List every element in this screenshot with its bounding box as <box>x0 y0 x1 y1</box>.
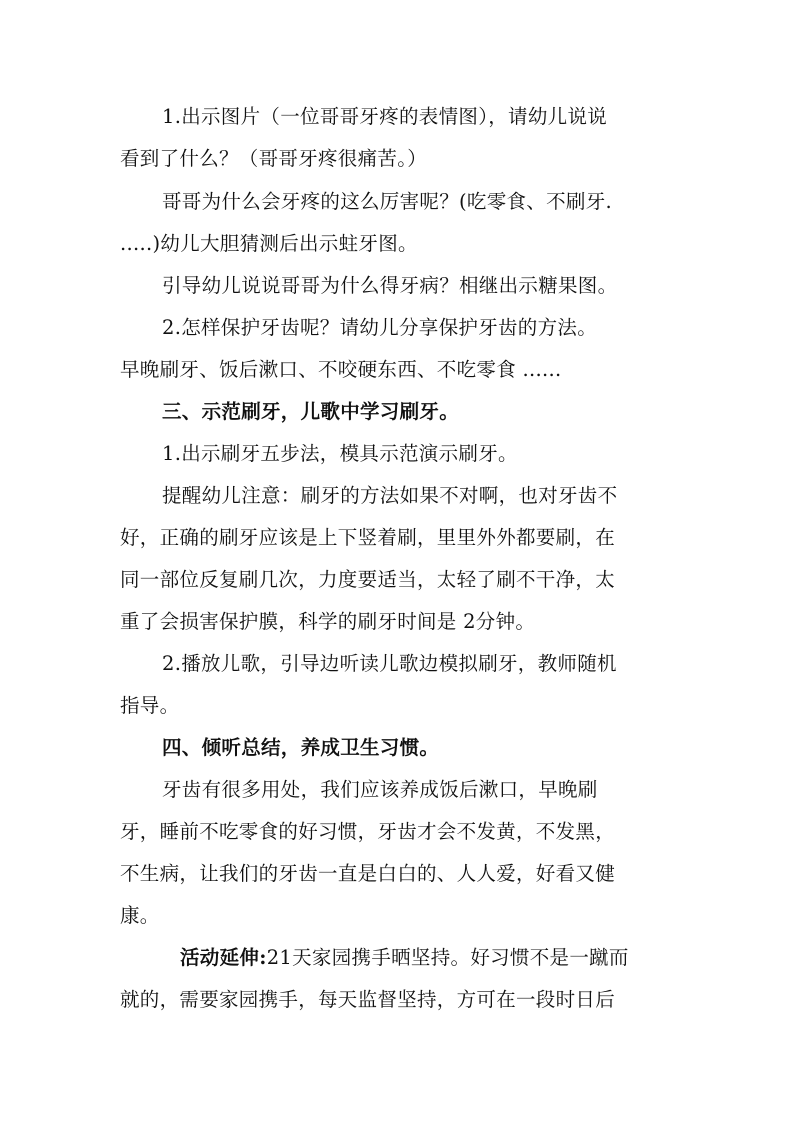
extension-text: 21天家园携手晒坚持。好习惯不是一蹴而 <box>266 946 629 969</box>
text-line-13: 重了会损害保护膜，科学的刷牙时间是 2分钟。 <box>120 610 536 633</box>
text-line-4: .....)幼儿大胆猜测后出示蛀牙图。 <box>120 232 418 255</box>
text-line-15: 指导。 <box>120 694 180 717</box>
text-line-22: 就的，需要家园携手，每天监督坚持，方可在一段时日后 <box>120 988 616 1011</box>
text-line-1: 1.出示图片（一位哥哥牙疼的表情图），请幼儿说说 <box>162 105 608 128</box>
text-line-7: 早晚刷牙、饭后漱口、不咬硬东西、不吃零食 ...... <box>120 358 562 381</box>
text-line-20: 康。 <box>120 904 160 927</box>
section-heading-4: 四、倾听总结，养成卫生习惯。 <box>162 736 440 759</box>
text-line-12: 同一部位反复刷几次，力度要适当，太轻了刷不干净，太 <box>120 568 616 591</box>
text-line-9: 1.出示刷牙五步法，模具示范演示刷牙。 <box>162 442 518 465</box>
text-line-11: 好，正确的刷牙应该是上下竖着刷，里里外外都要刷，在 <box>120 526 616 549</box>
extension-label: 活动延伸: <box>180 946 267 969</box>
text-line-19: 不生病，让我们的牙齿一直是白白的、人人爱，好看又健 <box>120 862 616 885</box>
text-line-10: 提醒幼儿注意：刷牙的方法如果不对啊，也对牙齿不 <box>162 484 618 507</box>
text-line-5: 引导幼儿说说哥哥为什么得牙病？相继出示糖果图。 <box>162 274 618 297</box>
text-line-3: 哥哥为什么会牙疼的这么厉害呢？(吃零食、不刷牙. <box>162 190 613 213</box>
text-line-2: 看到了什么？（哥哥牙疼很痛苦。） <box>120 147 428 170</box>
text-line-18: 牙，睡前不吃零食的好习惯，牙齿才会不发黄，不发黑， <box>120 820 616 843</box>
text-line-17: 牙齿有很多用处，我们应该养成饭后漱口，早晚刷 <box>162 778 598 801</box>
text-line-6: 2.怎样保护牙齿呢？请幼儿分享保护牙齿的方法。 <box>162 316 598 339</box>
section-heading-3: 三、示范刷牙，儿歌中学习刷牙。 <box>162 400 460 423</box>
extension-line <box>180 944 629 972</box>
text-line-14: 2.播放儿歌，引导边听读儿歌边模拟刷牙，教师随机 <box>162 652 617 675</box>
